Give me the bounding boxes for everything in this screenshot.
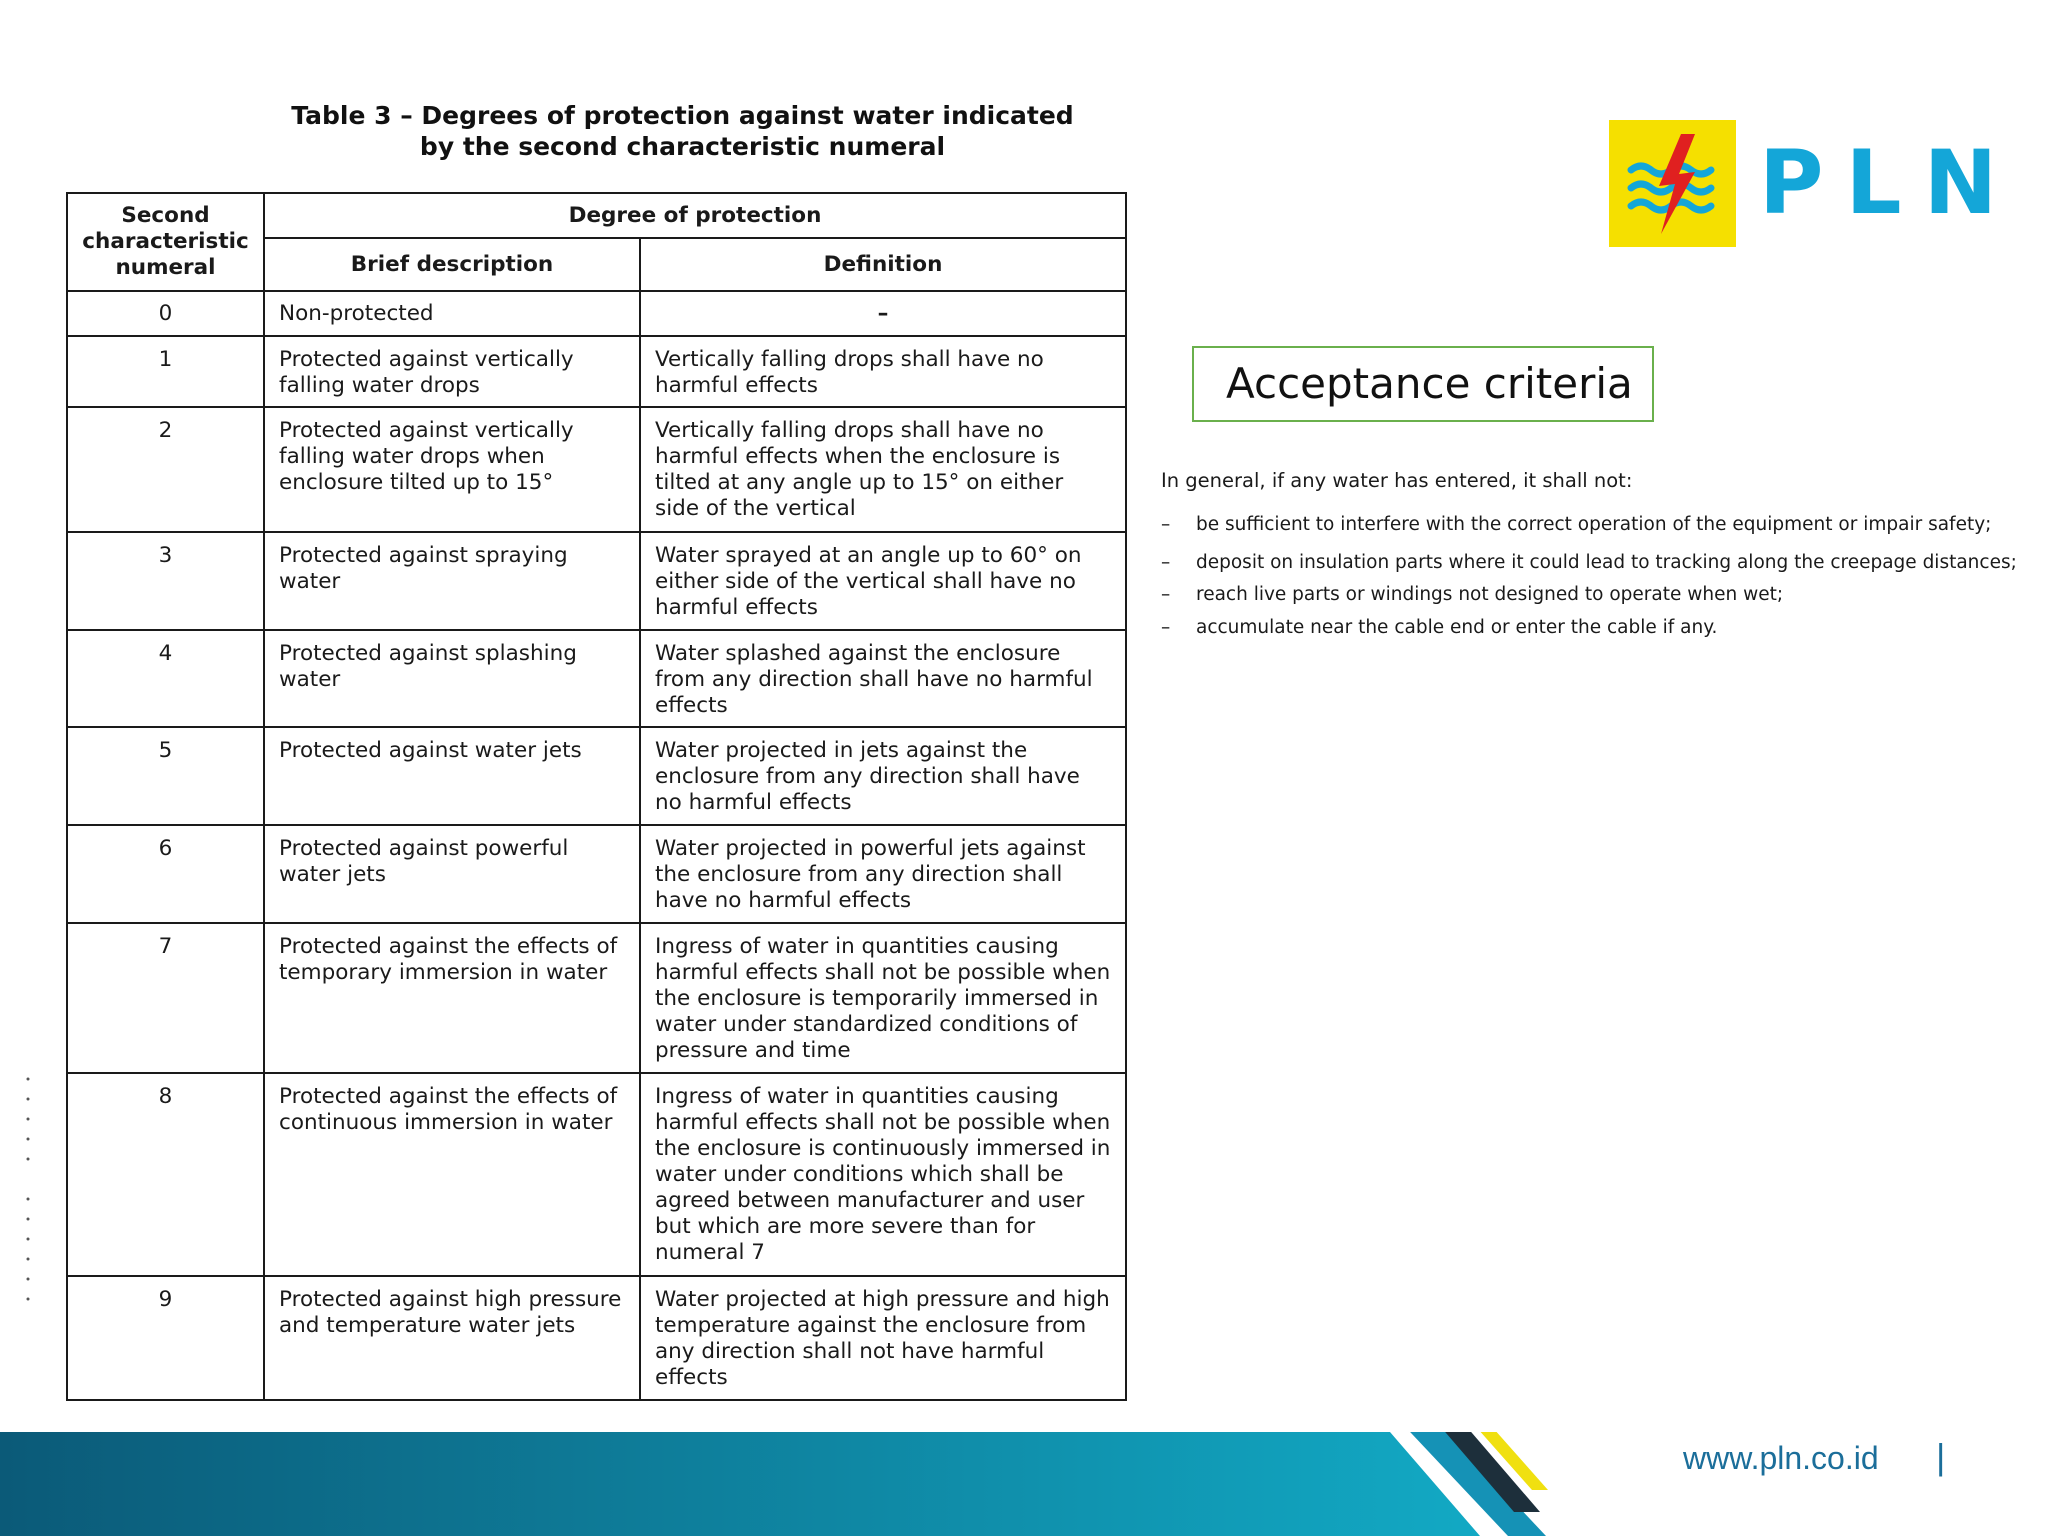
row-numeral: 5: [67, 727, 264, 825]
criteria-item-text: deposit on insulation parts where it could lead to tracking along the creepage distances;: [1196, 552, 2017, 573]
side-dots-decoration: [24, 1075, 32, 1310]
row-definition: Vertically falling drops shall have no harmful effects: [640, 336, 1126, 407]
row-brief: Protected against high pressure and temperature water jets: [264, 1276, 640, 1400]
table-row: [67, 336, 1126, 407]
header-definition: Definition: [640, 238, 1126, 291]
row-brief: Protected against powerful water jets: [264, 825, 640, 923]
table-row: [67, 291, 1126, 336]
acceptance-intro: In general, if any water has entered, it shall not:: [1161, 469, 1633, 492]
criteria-item-text: reach live parts or windings not designed to operate when wet;: [1196, 584, 1784, 605]
row-numeral: 7: [67, 923, 264, 1073]
row-brief: Protected against the effects of continuous immersion in water: [264, 1073, 640, 1276]
header-second-numeral: Second characteristic numeral: [67, 193, 264, 291]
water-protection-table: [66, 192, 1127, 1401]
criteria-item: – accumulate near the cable end or enter the cable if any.: [1161, 617, 1718, 638]
table-title: [65, 100, 1300, 162]
table-title-line-2: by the second characteristic numeral: [419, 132, 946, 161]
row-definition: Water sprayed at an angle up to 60° on either side of the vertical shall have no harmful effects: [640, 532, 1126, 630]
row-definition: Water projected at high pressure and high temperature against the enclosure from any direction shall not have harmful effects: [640, 1276, 1126, 1400]
criteria-item: – reach live parts or windings not designed to operate when wet;: [1161, 584, 1784, 605]
row-brief: Protected against water jets: [264, 727, 640, 825]
row-brief: Protected against spraying water: [264, 532, 640, 630]
footer-url[interactable]: www.pln.co.id: [1683, 1440, 1879, 1476]
row-brief: Protected against the effects of temporary immersion in water: [264, 923, 640, 1073]
header-brief-description: Brief description: [264, 238, 640, 291]
row-definition: Vertically falling drops shall have no harmful effects when the enclosure is tilted at any angle up to 15° on either side of the vertical: [640, 407, 1126, 532]
row-brief: Protected against vertically falling water drops: [264, 336, 640, 407]
row-definition: Ingress of water in quantities causing harmful effects shall not be possible when the enclosure is temporarily immersed in water under standardized conditions of pressure and time: [640, 923, 1126, 1073]
criteria-item: – deposit on insulation parts where it could lead to tracking along the creepage distances;: [1161, 552, 2017, 573]
row-brief: Non-protected: [264, 291, 640, 336]
criteria-item-text: be sufficient to interfere with the correct operation of the equipment or impair safety;: [1196, 514, 1992, 535]
row-definition: Water splashed against the enclosure from any direction shall have no harmful effects: [640, 630, 1126, 727]
row-numeral: 8: [67, 1073, 264, 1276]
table-row: [67, 532, 1126, 630]
row-numeral: 6: [67, 825, 264, 923]
row-numeral: 4: [67, 630, 264, 727]
row-numeral: 0: [67, 291, 264, 336]
footer-separator: |: [1936, 1436, 1946, 1477]
row-definition: –: [640, 291, 1126, 336]
table-row: [67, 923, 1126, 1073]
table-row: [67, 630, 1126, 727]
table-row: [67, 407, 1126, 532]
table-title-line-1: Table 3 – Degrees of protection against water indicated: [291, 101, 1074, 130]
criteria-item: – be sufficient to interfere with the correct operation of the equipment or impair safety;: [1161, 514, 1992, 535]
pln-lightning-wave-icon: [1609, 120, 1736, 247]
row-numeral: 1: [67, 336, 264, 407]
row-brief: Protected against splashing water: [264, 630, 640, 727]
table-row: [67, 727, 1126, 825]
table-row: [67, 1073, 1126, 1276]
pln-logo-text: PLN: [1759, 131, 2020, 234]
criteria-item-text: accumulate near the cable end or enter the cable if any.: [1196, 617, 1718, 638]
table-row: [67, 1276, 1126, 1400]
row-numeral: 9: [67, 1276, 264, 1400]
row-definition: Ingress of water in quantities causing harmful effects shall not be possible when the enclosure is continuously immersed in water under conditions which shall be agreed between manufacturer and user but which are more severe than for numeral 7: [640, 1073, 1126, 1276]
row-definition: Water projected in jets against the enclosure from any direction shall have no harmful effects: [640, 727, 1126, 825]
row-definition: Water projected in powerful jets against the enclosure from any direction shall have no harmful effects: [640, 825, 1126, 923]
row-numeral: 2: [67, 407, 264, 532]
header-degree-of-protection: Degree of protection: [264, 193, 1126, 238]
row-brief: Protected against vertically falling water drops when enclosure tilted up to 15°: [264, 407, 640, 532]
row-numeral: 3: [67, 532, 264, 630]
acceptance-criteria-heading: Acceptance criteria: [1192, 346, 1654, 422]
table-row: [67, 825, 1126, 923]
